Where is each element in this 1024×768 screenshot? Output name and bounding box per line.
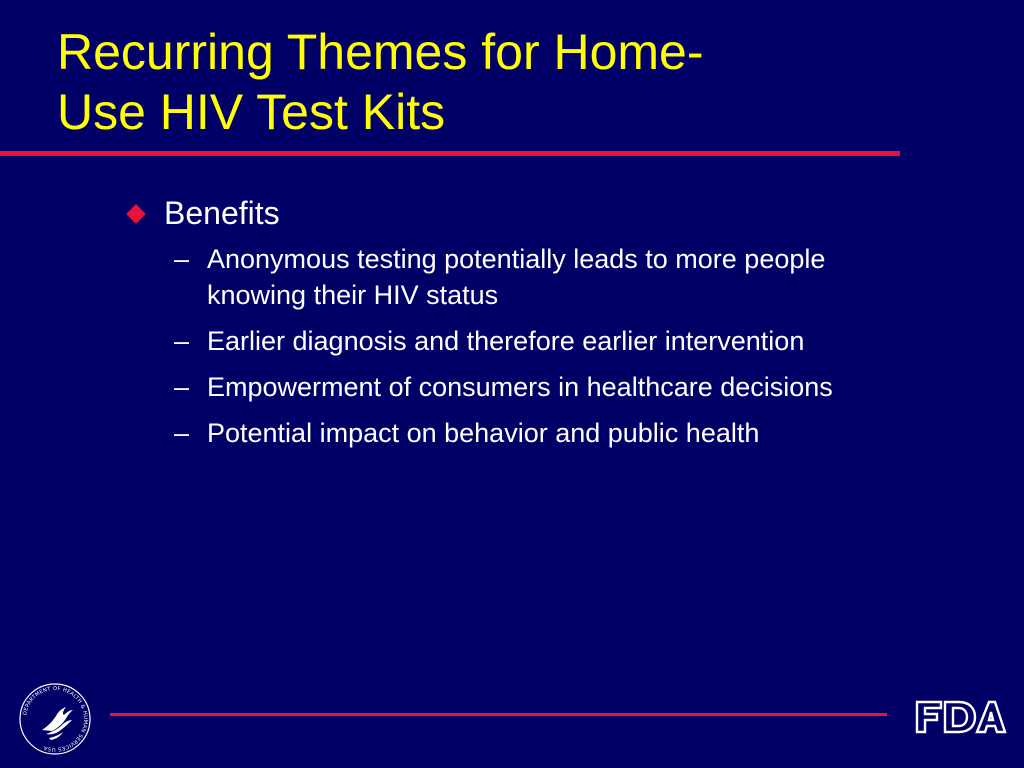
dash-bullet: – (174, 326, 190, 356)
hhs-seal-icon (18, 682, 92, 756)
bullet-benefits-label: Benefits (164, 195, 280, 231)
title-divider (0, 151, 900, 156)
slide-title-line-1: Recurring Themes for Home- (57, 24, 704, 80)
bullet-benefits (122, 193, 882, 233)
sub-bullet-text: Earlier diagnosis and therefore earlier intervention (207, 326, 805, 356)
sub-bullet-item (122, 415, 882, 451)
sub-bullet-item (122, 323, 882, 359)
diamond-bullet-icon (126, 204, 146, 224)
sub-bullet-item (122, 241, 882, 313)
sub-bullet-text: Anonymous testing potentially leads to more people knowing their HIV status (207, 244, 826, 310)
dash-bullet: – (174, 372, 190, 402)
hhs-seal-text: DEPARTMENT OF HEALTH & HUMAN SERVICES USA (22, 685, 89, 753)
dash-bullet: – (174, 418, 190, 448)
sub-bullet-item (122, 369, 882, 405)
slide-title (57, 22, 877, 142)
slide-body (122, 193, 882, 461)
sub-bullet-text: Empowerment of consumers in healthcare decisions (207, 372, 833, 402)
dash-bullet: – (174, 244, 190, 274)
fda-logo-icon (915, 698, 1007, 736)
footer-divider (110, 713, 887, 716)
slide-title-line-2: Use HIV Test Kits (57, 84, 446, 140)
sub-bullet-text: Potential impact on behavior and public health (207, 418, 760, 448)
benefits-sub-list (122, 241, 882, 451)
